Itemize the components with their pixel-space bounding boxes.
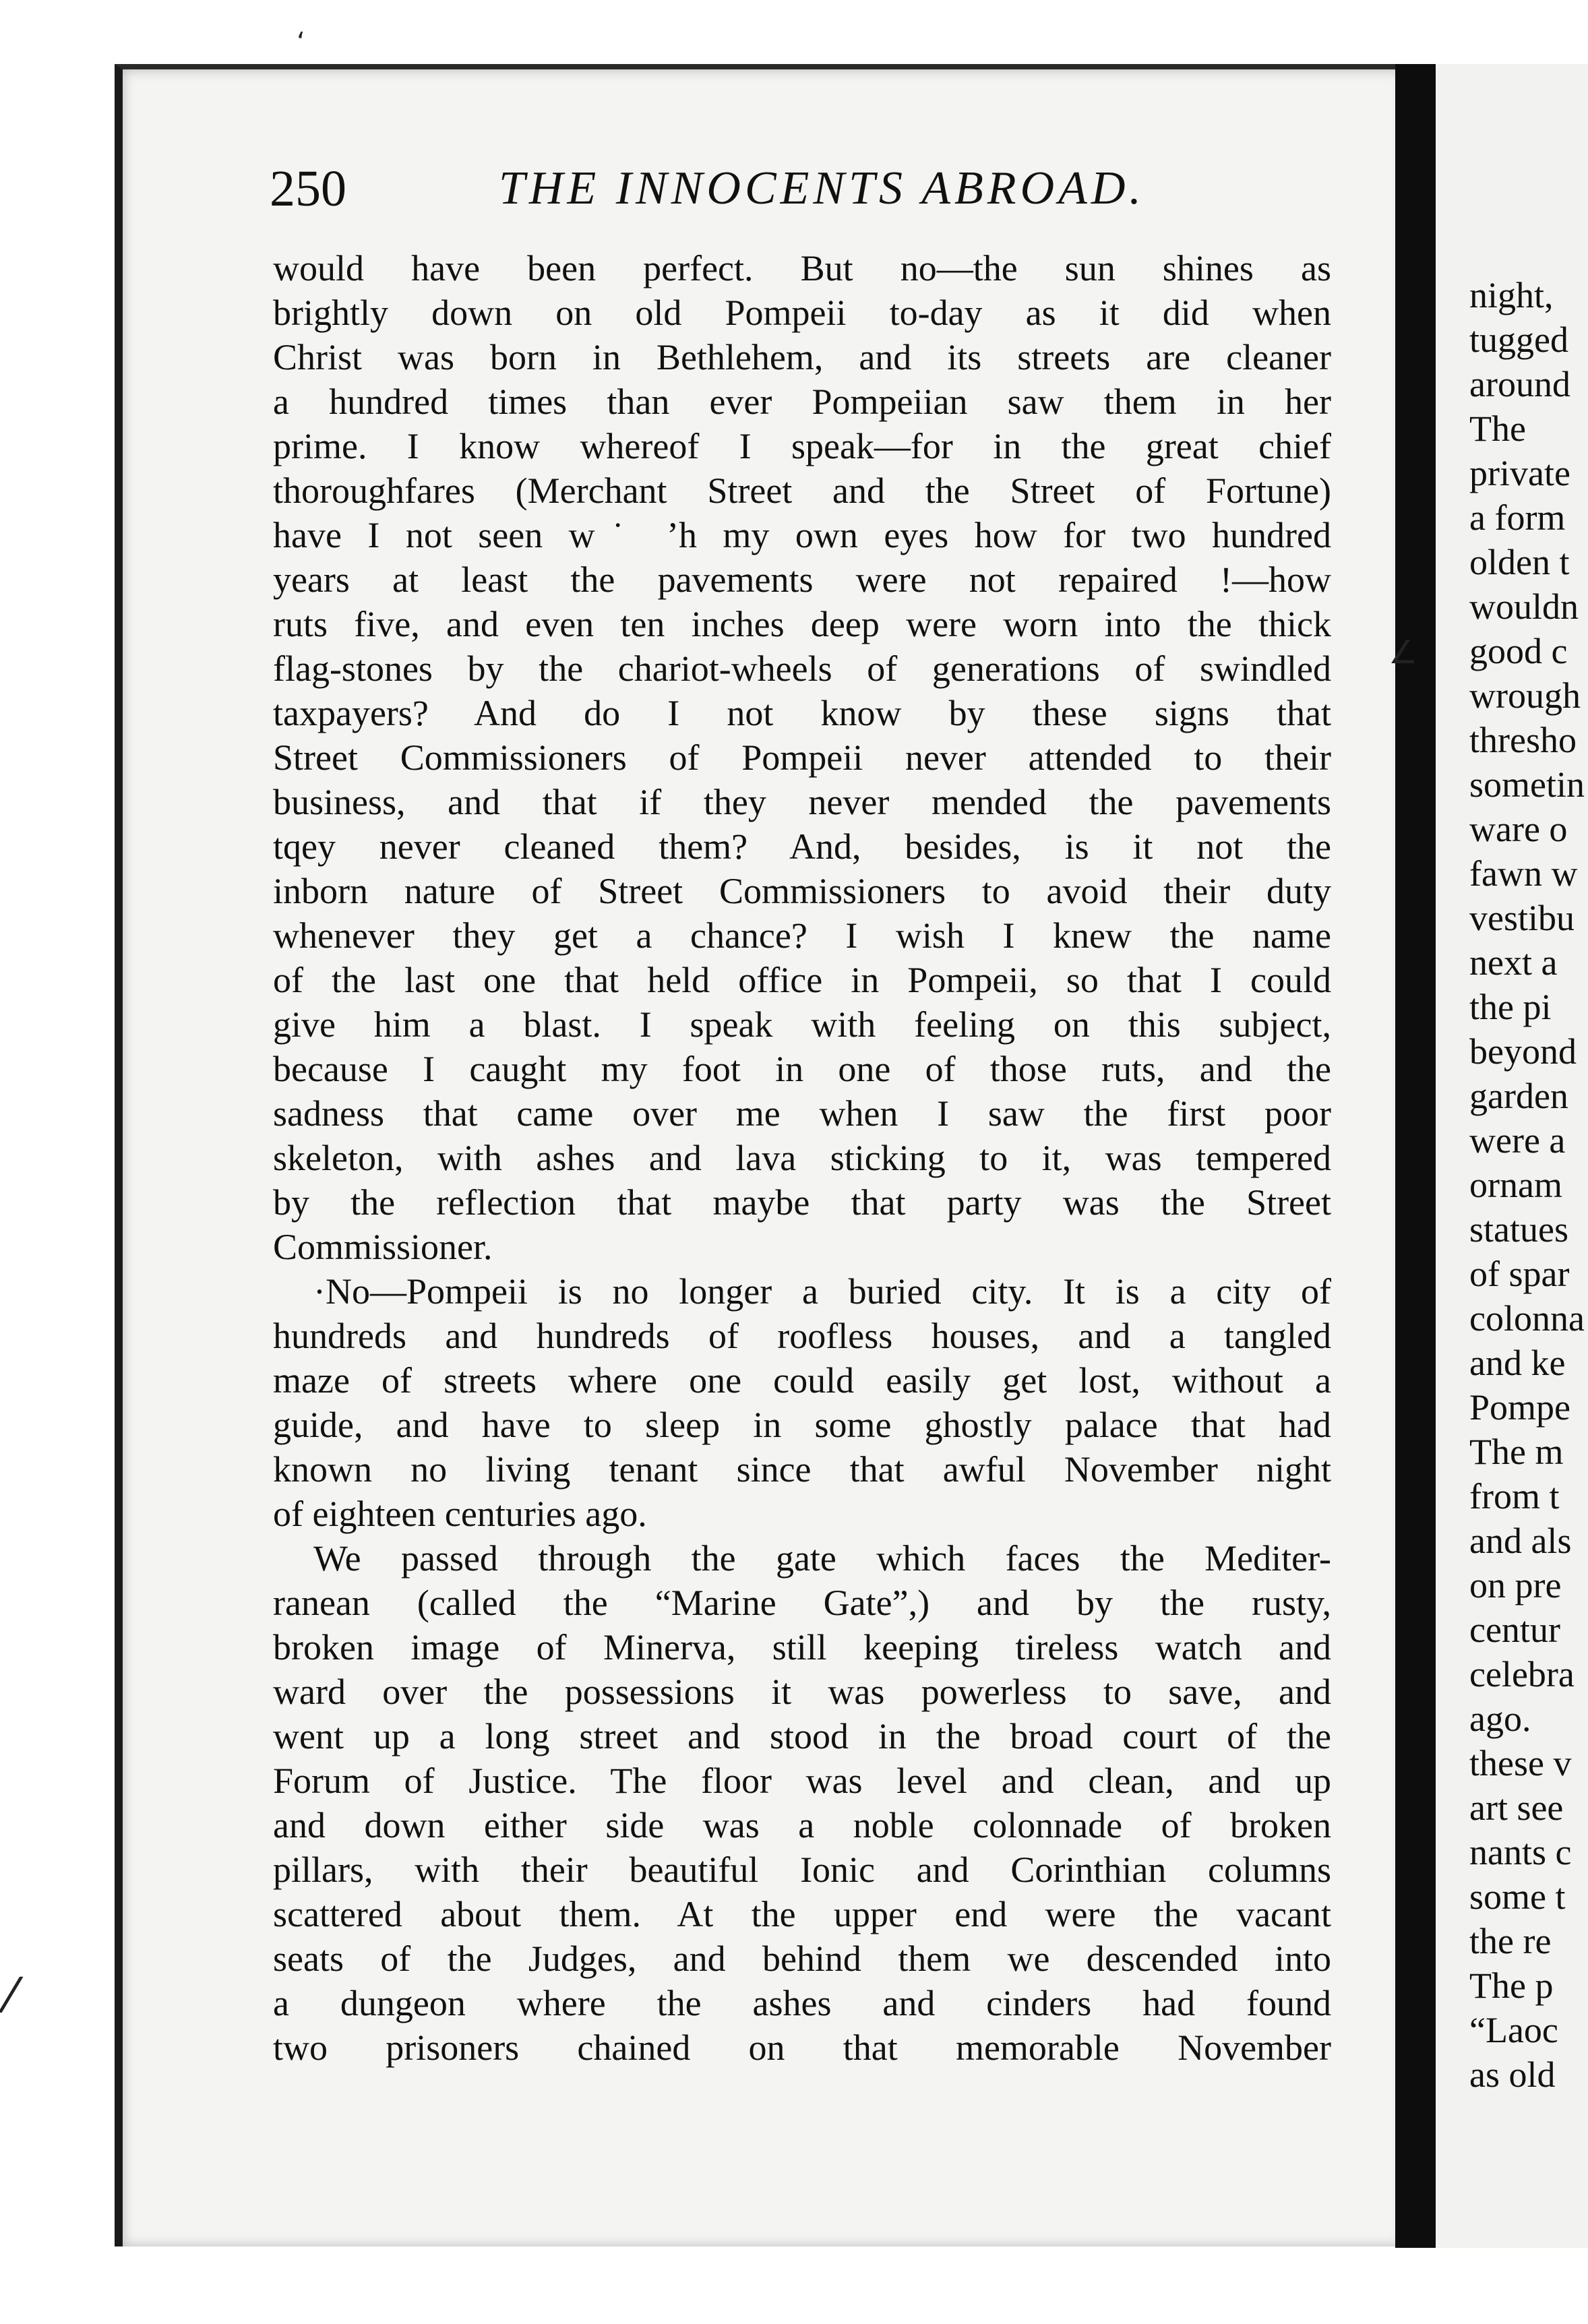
text-line: flag-stones by the chariot-wheels of generations of swindled (273, 648, 1331, 689)
text-line: guide, and have to sleep in some ghostly palace that had (273, 1405, 1331, 1445)
text-line: Commissioner. (273, 1227, 493, 1267)
right-page-fragment: of spar (1469, 1254, 1570, 1294)
text-line: Street Commissioners of Pompeii never attended to their (273, 737, 1331, 778)
text-line: We passed through the gate which faces the Mediter- (313, 1538, 1331, 1579)
text-line: brightly down on old Pompeii to-day as it did when (273, 293, 1331, 333)
right-page-fragment: the pi (1469, 987, 1552, 1027)
right-page-fragment: wrough (1469, 675, 1581, 716)
right-page-fragment: tugged (1469, 319, 1568, 360)
right-page-fragment: statues (1469, 1209, 1568, 1250)
right-page-fragment: ago. (1469, 1699, 1531, 1739)
right-page-fragment: and als (1469, 1521, 1572, 1561)
text-line: a hundred times than ever Pompeiian saw them in her (273, 381, 1331, 422)
text-line: ruts five, and even ten inches deep were worn into the thick (273, 604, 1331, 644)
right-page-fragment: sometin (1469, 764, 1585, 805)
right-page-fragment: thresho (1469, 720, 1577, 760)
text-line: give him a blast. I speak with feeling on this subject, (273, 1004, 1331, 1045)
page-number: 250 (270, 160, 346, 217)
right-page-fragment: garden (1469, 1076, 1568, 1116)
right-page-fragment: and ke (1469, 1343, 1566, 1383)
text-line: whenever they get a chance? I wish I knew the name (273, 915, 1331, 956)
text-line: and down either side was a noble colonnade of broken (273, 1805, 1331, 1845)
page-header (270, 152, 1362, 226)
text-line: sadness that came over me when I saw the first poor (273, 1093, 1331, 1134)
right-page-fragment: Pompe (1469, 1387, 1571, 1428)
text-line: maze of streets where one could easily get lost, without a (273, 1360, 1331, 1401)
book-gutter (1395, 64, 1436, 2248)
right-page-fragment: good c (1469, 631, 1568, 671)
running-title: THE INNOCENTS ABROAD. (499, 162, 1145, 214)
right-page-fragment: celebra (1469, 1654, 1575, 1694)
text-line: tqey never cleaned them? And, besides, is it not the (273, 826, 1331, 867)
right-page-fragment: The (1469, 408, 1526, 449)
right-page-fragment: night, (1469, 275, 1554, 315)
text-line: taxpayers? And do I not know by these signs that (273, 693, 1331, 733)
text-line: inborn nature of Street Commissioners to avoid their duty (273, 871, 1331, 911)
text-line: skeleton, with ashes and lava sticking to it, was tempered (273, 1138, 1331, 1178)
right-page-fragment: The m (1469, 1432, 1564, 1472)
right-page-fragment: from t (1469, 1476, 1560, 1517)
text-line: years at least the pavements were not repaired !—how (273, 559, 1331, 600)
text-line: because I caught my foot in one of those ruts, and the (273, 1049, 1331, 1089)
right-page-fragment: vestibu (1469, 898, 1575, 938)
right-page-fragment: ware o (1469, 809, 1568, 849)
right-page-fragment: fawn w (1469, 853, 1578, 894)
right-page-fragment: a form (1469, 497, 1566, 538)
text-line: business, and that if they never mended the pavements (273, 782, 1331, 822)
text-line: seats of the Judges, and behind them we descended into (273, 1938, 1331, 1979)
text-line: went up a long street and stood in the broad court of the (273, 1716, 1331, 1756)
right-page-fragment: The p (1469, 1965, 1554, 2006)
right-page-fragment: next a (1469, 942, 1558, 983)
right-page-fragment: ornam (1469, 1165, 1562, 1205)
text-line: Forum of Justice. The floor was level and clean, and up (273, 1761, 1331, 1801)
text-line: pillars, with their beautiful Ionic and Corinthian columns (273, 1849, 1331, 1890)
text-line: of eighteen centuries ago. (273, 1494, 647, 1534)
text-line: thoroughfares (Merchant Street and the Street of Fortune) (273, 470, 1331, 511)
right-page-fragment: the re (1469, 1921, 1552, 1961)
edge-scratch-mark: ⁄ (7, 1968, 15, 2023)
text-line: prime. I know whereof I speak—for in the great chief (273, 426, 1331, 466)
right-page-fragment: centur (1469, 1610, 1560, 1650)
margin-tick-mark: ∠ (1388, 634, 1418, 671)
text-line: ·No—Pompeii is no longer a buried city. It is a city of (313, 1271, 1331, 1312)
text-line: broken image of Minerva, still keeping tireless watch and (273, 1627, 1331, 1668)
text-line: by the reflection that maybe that party was the Street (273, 1182, 1331, 1223)
text-line: Christ was born in Bethlehem, and its streets are cleaner (273, 337, 1331, 377)
right-page-fragment: nants c (1469, 1832, 1572, 1872)
right-page-fragment: private (1469, 453, 1570, 493)
text-line: ranean (called the “Marine Gate”,) and by the rusty, (273, 1583, 1331, 1623)
text-line: two prisoners chained on that memorable November (273, 2027, 1331, 2068)
right-page-fragment: “Laoc (1469, 2010, 1558, 2050)
right-page-fragment: colonna (1469, 1298, 1585, 1339)
text-line: a dungeon where the ashes and cinders had found (273, 1983, 1331, 2023)
right-page-fragment: some t (1469, 1876, 1566, 1917)
text-line: would have been perfect. But no—the sun shines as (273, 248, 1331, 288)
right-page-text-fragments (1469, 273, 1588, 2097)
text-line: hundreds and hundreds of roofless houses, and a tangled (273, 1316, 1331, 1356)
text-line: of the last one that held office in Pompeii, so that I could (273, 960, 1331, 1000)
body-text (273, 246, 1331, 2070)
scan-speck-mark: ‘ (297, 27, 305, 58)
right-page-fragment: art see (1469, 1787, 1564, 1828)
right-page-fragment: these v (1469, 1743, 1572, 1783)
text-line: known no living tenant since that awful November night (273, 1449, 1331, 1490)
right-page-fragment: on pre (1469, 1565, 1562, 1606)
right-page-fragment: wouldn (1469, 586, 1579, 627)
text-line: scattered about them. At the upper end were the vacant (273, 1894, 1331, 1934)
right-page-fragment: around (1469, 364, 1570, 404)
right-page-fragment: as old (1469, 2054, 1556, 2095)
text-line: have I not seen w˙ ’h my own eyes how for two hundred (273, 515, 1331, 555)
right-page-fragment: olden t (1469, 542, 1570, 582)
right-page-fragment: beyond (1469, 1031, 1577, 1072)
right-page-fragment: were a (1469, 1120, 1566, 1161)
text-line: ward over the possessions it was powerless to save, and (273, 1672, 1331, 1712)
